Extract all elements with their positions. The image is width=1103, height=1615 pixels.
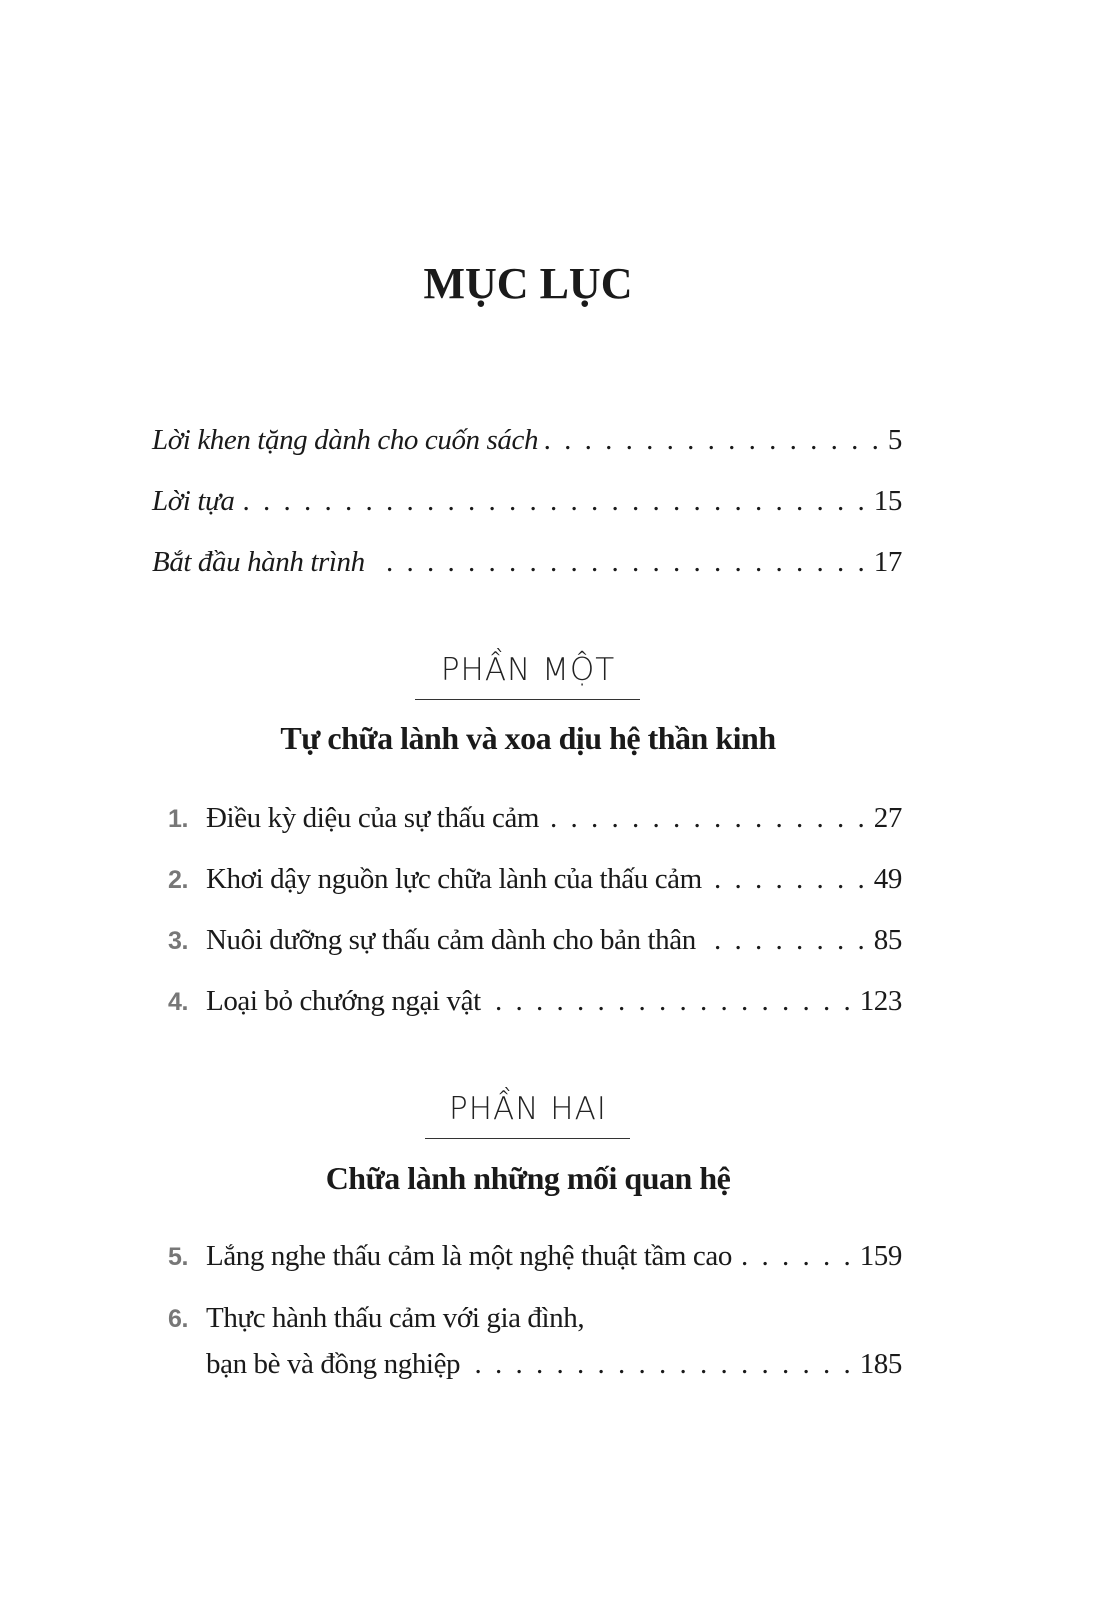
toc-entry-label: Thực hành thấu cảm với gia đình, bbox=[206, 1302, 585, 1334]
chapter-number: 2. bbox=[168, 866, 189, 894]
toc-entry-page: 27 bbox=[873, 802, 902, 834]
toc-entry-continuation[interactable] bbox=[206, 1344, 902, 1384]
toc-entry-page: 5 bbox=[887, 424, 902, 456]
toc-entry-label: Lắng nghe thấu cảm là một nghệ thuật tầm cao bbox=[206, 1240, 732, 1272]
leader-dots bbox=[738, 1236, 854, 1276]
chapter-number: 5. bbox=[168, 1243, 189, 1271]
toc-entry[interactable] bbox=[168, 981, 902, 1021]
toc-entry[interactable] bbox=[168, 1236, 902, 1276]
chapter-number: 3. bbox=[168, 927, 189, 955]
toc-entry-page: 123 bbox=[859, 985, 902, 1017]
part-title: Tự chữa lành và xoa dịu hệ thần kinh bbox=[280, 720, 776, 756]
part-label: PHẦN MỘT bbox=[440, 652, 616, 688]
toc-entry[interactable] bbox=[152, 420, 902, 460]
toc-entry-page: 49 bbox=[873, 863, 902, 895]
toc-entry[interactable] bbox=[168, 859, 902, 899]
toc-entry[interactable] bbox=[168, 798, 902, 838]
toc-entry-page: 85 bbox=[873, 924, 902, 956]
leader-dots bbox=[708, 859, 868, 899]
toc-entry-label: bạn bè và đồng nghiệp bbox=[206, 1348, 461, 1380]
toc-entry[interactable] bbox=[152, 542, 902, 582]
leader-dots bbox=[487, 981, 854, 1021]
chapter-number: 6. bbox=[168, 1305, 189, 1333]
part-divider bbox=[425, 1138, 630, 1139]
leader-dots bbox=[544, 420, 882, 460]
toc-entry-page: 17 bbox=[873, 546, 902, 578]
chapter-number: 4. bbox=[168, 988, 189, 1016]
chapter-number: 1. bbox=[168, 805, 189, 833]
leader-dots bbox=[371, 542, 868, 582]
toc-entry-label: Nuôi dưỡng sự thấu cảm dành cho bản thân bbox=[206, 924, 696, 956]
toc-entry-page: 185 bbox=[859, 1348, 902, 1380]
toc-entry-page: 159 bbox=[859, 1240, 902, 1272]
toc-entry-label: Lời khen tặng dành cho cuốn sách bbox=[152, 424, 539, 456]
leader-dots bbox=[702, 920, 868, 960]
toc-entry-page: 15 bbox=[873, 485, 902, 517]
toc-entry-label: Điều kỳ diệu của sự thấu cảm bbox=[206, 802, 540, 834]
toc-entry-label: Khơi dậy nguồn lực chữa lành của thấu cảm bbox=[206, 863, 702, 895]
part-title: Chữa lành những mối quan hệ bbox=[325, 1160, 731, 1196]
toc-entry-label: Bắt đầu hành trình bbox=[152, 546, 365, 578]
leader-dots bbox=[241, 481, 868, 521]
part-divider bbox=[415, 699, 640, 700]
toc-entry[interactable] bbox=[168, 1298, 902, 1338]
part-label: PHẦN HAI bbox=[449, 1091, 607, 1127]
toc-entry[interactable] bbox=[168, 920, 902, 960]
page-title: MỤC LỤC bbox=[423, 259, 633, 308]
toc-entry[interactable] bbox=[152, 481, 902, 521]
leader-dots bbox=[466, 1344, 854, 1384]
leader-dots bbox=[545, 798, 868, 838]
toc-entry-label: Lời tựa bbox=[152, 485, 235, 517]
toc-entry-label: Loại bỏ chướng ngại vật bbox=[206, 985, 481, 1017]
